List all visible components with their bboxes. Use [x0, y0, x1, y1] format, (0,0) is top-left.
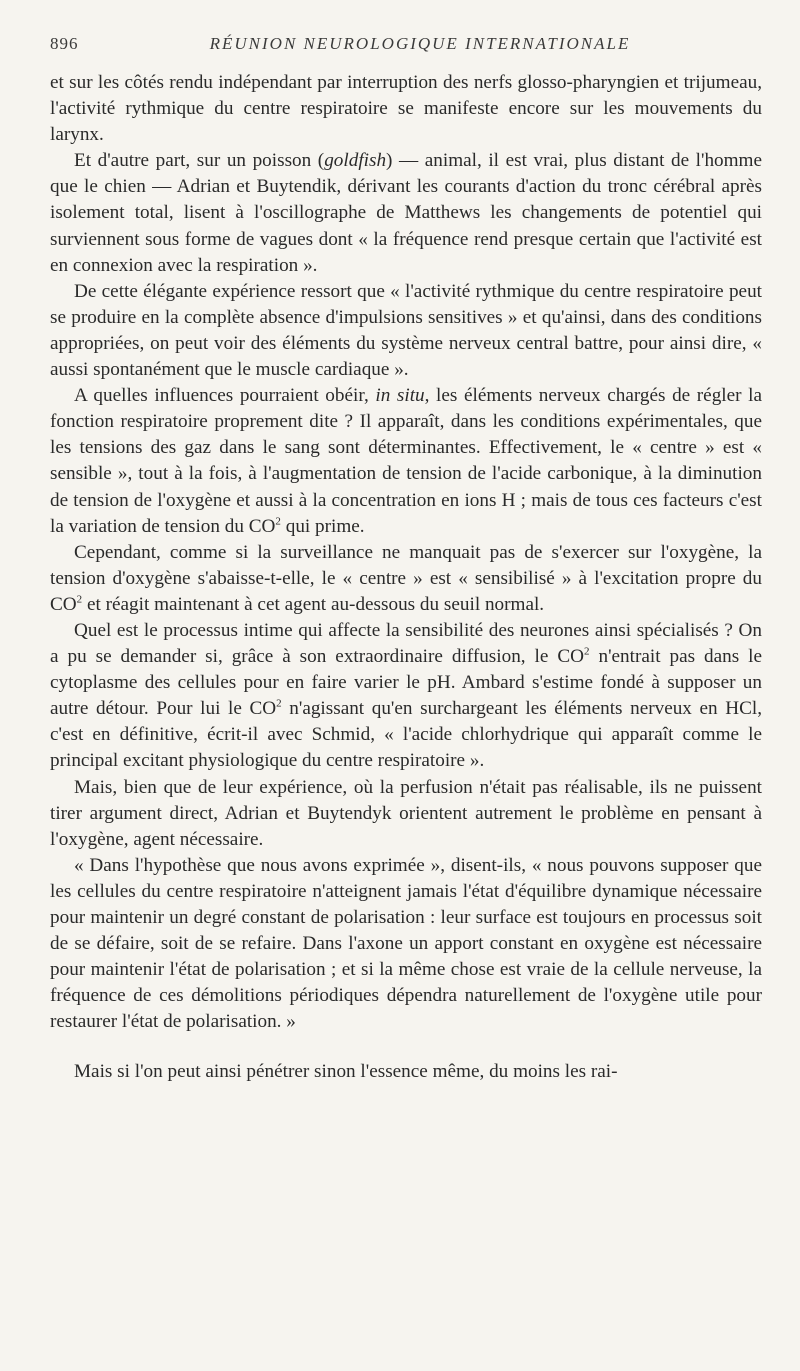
running-title: RÉUNION NEUROLOGIQUE INTERNATIONALE	[209, 34, 631, 53]
paragraph-p5	[50, 540, 762, 618]
paragraph-p2	[50, 148, 762, 278]
superscript: 2	[584, 645, 590, 658]
text-segment: , les éléments nerveux chargés de régler la fonction respiratoire proprement dite ? Il apparaît, dans les conditions expérimentales, que les tensions des gaz dans le sang sont déterminantes. Effectivement, le « centre » est « sensible », tout à la fois, à l'augmentation de tension de l'acide carbonique, à la diminution de tension de l'oxygène et aussi à la concentration en ions H ; mais de tous ces facteurs c'est la variation de tension du CO	[50, 385, 762, 537]
text-segment: ) — animal, il est vrai, plus distant de l'homme que le chien — Adrian et Buytendik, dérivant les courants d'action du tronc cérébral après isolement total, lisent à l'oscillographe de Matthews les changements de potentiel qui surviennent sous forme de vagues dont « la fréquence rend presque certain que l'activité est en connexion avec la respiration ».	[50, 150, 763, 276]
page-number: 896	[50, 34, 79, 53]
italic-text: goldfish	[324, 150, 387, 172]
superscript: 2	[76, 593, 83, 606]
text-segment: qui prime.	[280, 515, 365, 537]
paragraph-p8: « Dans l'hypothèse que nous avons exprimée », disent-ils, « nous pouvons supposer que les cellules du centre respiratoire n'atteignent jamais l'état d'équilibre dynamique nécessaire pour maintenir un degré constant de polarisation : leur surface est toujours en processus soit de se défaire, soit de se refaire. Dans l'axone un apport constant en oxygène est nécessaire pour maintenir l'état de polarisation ; et si la même chose est vraie de la cellule nerveuse, la fréquence de ces démolitions périodiques dépendra naturellement de l'oxygène utile pour restaurer l'état de polarisation. »	[50, 854, 762, 1033]
italic-text: in situ	[375, 385, 425, 407]
paragraph-p6	[50, 618, 762, 775]
text-segment: n'agissant qu'en surchargeant les éléments nerveux en HCl, c'est en définitive, écrit-il avec Schmid, « l'acide chlorhydrique qui apparaît comme le principal excitant physiologique du centre respiratoire ».	[50, 698, 763, 772]
text-segment: n'entrait pas dans le cytoplasme des cellules pour en faire varier le pH. Ambard s'estime fondé à supposer un autre détour. Pour lui le CO	[50, 646, 763, 720]
text-segment: Quel est le processus intime qui affecte la sensibilité des neurones ainsi spécialisés ? On a pu se demander si, grâce à son extraordinaire diffusion, le CO	[50, 619, 762, 668]
page-header	[50, 34, 750, 54]
text-segment: et réagit maintenant à cet agent au-dessous du seuil normal.	[82, 593, 545, 615]
body-text	[50, 70, 762, 1086]
text-segment: A quelles influences pourraient obéir,	[74, 385, 376, 407]
text-segment: Et d'autre part, sur un poisson (	[74, 150, 325, 172]
superscript: 2	[275, 515, 281, 528]
paragraph-p1: et sur les côtés rendu indépendant par interruption des nerfs glosso-pharyngien et trijumeau, l'activité rythmique du centre respiratoire se manifeste encore sur les mouvements du larynx.	[50, 72, 762, 146]
paragraph-p3: De cette élégante expérience ressort que « l'activité rythmique du centre respiratoire peut se produire en la complète absence d'impulsions sensitives » et qu'ainsi, dans des conditions appropriées, on peut voir des éléments du système nerveux central battre, pour ainsi dire, « aussi spontanément que le muscle cardiaque ».	[50, 280, 762, 381]
superscript: 2	[276, 697, 282, 710]
paragraph-p7: Mais, bien que de leur expérience, où la perfusion n'était pas réalisable, ils ne puissent tirer argument direct, Adrian et Buytendyk orientent autrement le problème en pensant à l'oxygène, agent nécessaire.	[50, 776, 762, 850]
text-segment: Cependant, comme si la surveillance ne manquait pas de s'exercer sur l'oxygène, la tension d'oxygène s'abaisse-t-elle, le « centre » est « sensibilisé » à l'excitation propre du CO	[50, 541, 762, 615]
paragraph-p4	[50, 383, 762, 540]
paragraph-p9: Mais si l'on peut ainsi pénétrer sinon l'essence même, du moins les rai-	[74, 1061, 618, 1083]
